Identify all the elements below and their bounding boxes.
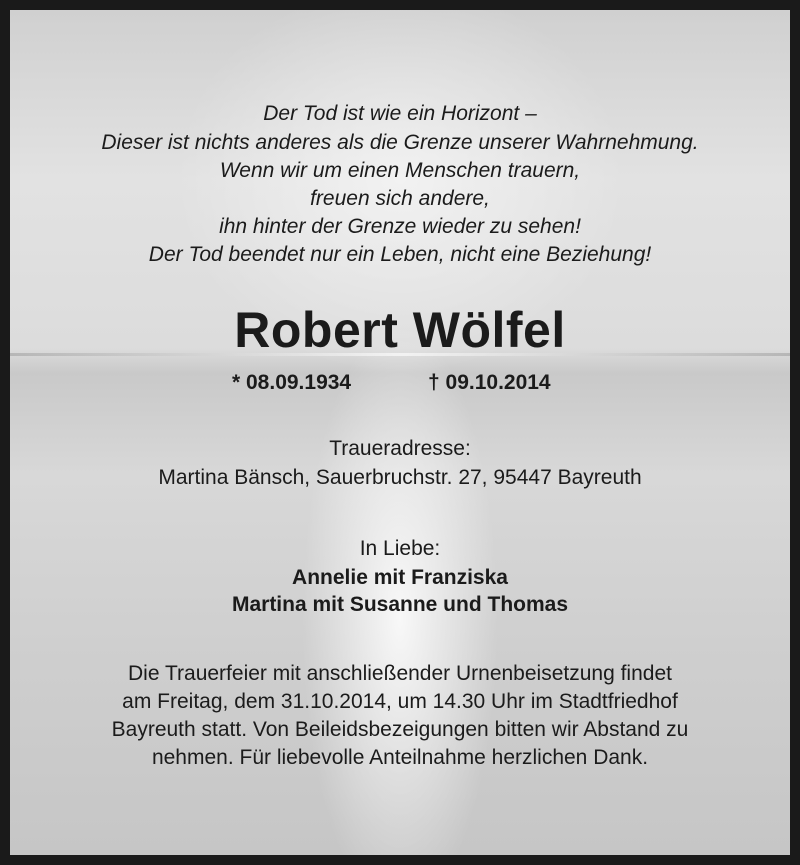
deceased-name: Robert Wölfel xyxy=(234,302,566,358)
mourners-label: In Liebe: xyxy=(359,537,441,560)
funeral-line-1: Die Trauerfeier mit anschließender Urnenbeisetzung findet xyxy=(128,662,672,685)
funeral-line-4: nehmen. Für liebevolle Anteilnahme herzlichen Dank. xyxy=(151,746,649,769)
death-date: † 09.10.2014 xyxy=(428,371,551,394)
poem-line-1: Der Tod ist wie ein Horizont – xyxy=(263,102,537,125)
poem-line-3: Wenn wir um einen Menschen trauern, xyxy=(219,159,581,182)
address-value: Martina Bänsch, Sauerbruchstr. 27, 95447 Bayreuth xyxy=(158,466,642,489)
poem-line-6: Der Tod beendet nur ein Leben, nicht eine Beziehung! xyxy=(148,243,652,266)
poem-line-2: Dieser ist nichts anderes als die Grenze unserer Wahrnehmung. xyxy=(101,131,699,154)
mourner-line-2: Martina mit Susanne und Thomas xyxy=(231,593,569,616)
birth-date: * 08.09.1934 xyxy=(232,371,352,394)
address-label: Traueradresse: xyxy=(329,437,471,460)
mourner-line-1: Annelie mit Franziska xyxy=(292,566,508,589)
life-dates xyxy=(10,371,790,397)
poem-line-5: ihn hinter der Grenze wieder zu sehen! xyxy=(219,215,581,238)
poem-line-4: freuen sich andere, xyxy=(310,187,490,210)
funeral-line-3: Bayreuth statt. Von Beileidsbezeigungen bitten wir Abstand zu xyxy=(111,718,689,741)
funeral-line-2: am Freitag, dem 31.10.2014, um 14.30 Uhr im Stadtfriedhof xyxy=(122,690,678,713)
obituary-notice xyxy=(10,10,790,855)
